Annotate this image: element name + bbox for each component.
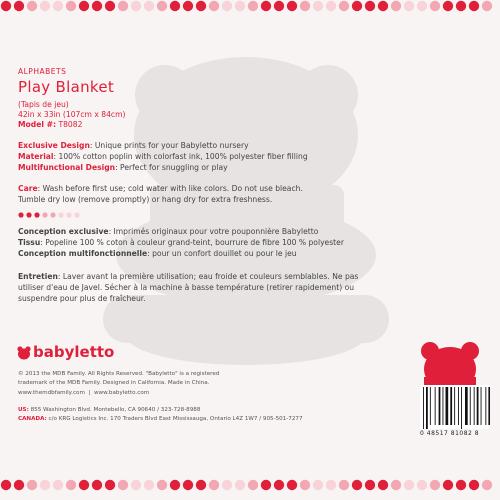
border-dot bbox=[287, 480, 297, 490]
feature-fr-text: : pour un confort douillet ou pour le jeu bbox=[147, 249, 297, 258]
barcode-bar bbox=[488, 387, 490, 425]
barcode-bar bbox=[461, 387, 462, 429]
model-value: T8082 bbox=[58, 120, 83, 129]
barcode-group-1: 48517 bbox=[426, 430, 449, 437]
us-text: 855 Washington Blvd. Montebello, CA 90640 / 323-728-8988 bbox=[30, 407, 201, 413]
barcode-bar bbox=[485, 387, 486, 425]
divider-dot bbox=[66, 212, 71, 217]
divider-dot bbox=[34, 212, 39, 217]
divider-dots bbox=[18, 211, 98, 219]
border-dot bbox=[118, 480, 128, 490]
border-dot bbox=[248, 480, 258, 490]
border-dot bbox=[417, 480, 427, 490]
divider-dot bbox=[74, 212, 79, 217]
border-dot bbox=[79, 480, 89, 490]
care-line-2: Tumble dry low (remove promptly) or hang dry for extra freshness. bbox=[18, 195, 273, 204]
barcode-bar bbox=[465, 387, 468, 425]
barcode-bar bbox=[423, 387, 424, 429]
us-label: US: bbox=[18, 407, 29, 413]
barcode-bar bbox=[435, 387, 436, 425]
barcode-digits bbox=[420, 430, 479, 437]
feature-fr-label: Conception multifonctionnelle bbox=[18, 249, 148, 258]
canada-label: CANADA: bbox=[18, 416, 47, 422]
border-dot bbox=[1, 480, 11, 490]
border-dot bbox=[404, 480, 414, 490]
logo-text: babyletto bbox=[33, 343, 115, 361]
border-dot bbox=[300, 480, 310, 490]
category-label: ALPHABETS bbox=[18, 67, 67, 76]
barcode-bar bbox=[439, 387, 441, 425]
border-dot bbox=[144, 480, 154, 490]
border-dot bbox=[326, 480, 336, 490]
feature-line bbox=[18, 140, 249, 151]
border-dot bbox=[365, 480, 375, 490]
border-dot bbox=[105, 480, 115, 490]
entretien-line-2: utiliser d'eau de Javel. Sécher à la machine à basse température (retirer rapidement) ou bbox=[18, 283, 355, 292]
feature-text: : Unique prints for your Babyletto nursery bbox=[89, 141, 249, 150]
bottom-dot-border bbox=[0, 469, 500, 491]
entretien-text: : Laver avant la première utilisation; eau froide et couleurs semblables. Ne pas bbox=[57, 272, 359, 281]
feature-fr-line bbox=[18, 237, 344, 248]
care-text: : Wash before first use; cold water with like colors. Do not use bleach. bbox=[37, 184, 303, 193]
barcode-bar bbox=[481, 387, 482, 425]
border-dot bbox=[352, 480, 362, 490]
barcode-bar bbox=[458, 387, 459, 425]
website-babyletto-link[interactable]: www.babyletto.com bbox=[93, 390, 150, 396]
border-dot bbox=[53, 480, 63, 490]
barcode-first-digit: 0 bbox=[420, 430, 425, 437]
barcode-bar bbox=[470, 387, 471, 425]
websites bbox=[18, 389, 149, 398]
feature-fr-text: : Imprimés originaux pour votre pouponnière Babyletto bbox=[108, 227, 319, 236]
border-dot bbox=[157, 480, 167, 490]
border-dot bbox=[261, 480, 271, 490]
barcode-bar bbox=[430, 387, 431, 425]
border-dot bbox=[443, 480, 453, 490]
border-dot bbox=[183, 480, 193, 490]
feature-label: Multifunctional Design bbox=[18, 163, 116, 172]
care-label: Care bbox=[18, 184, 38, 193]
barcode-bar bbox=[443, 387, 444, 425]
divider-dot bbox=[42, 212, 47, 217]
barcode-bar bbox=[454, 387, 455, 425]
feature-text: : 100% cotton poplin with colorfast ink, 100% polyester fiber filling bbox=[53, 152, 308, 161]
entretien-line-3: suspendre pour plus de fraîcheur. bbox=[18, 294, 146, 303]
divider-dot bbox=[26, 212, 31, 217]
divider-dot bbox=[58, 212, 63, 217]
entretien-label: Entretien bbox=[18, 272, 58, 281]
legal-line-1: © 2013 the MDB Family. All Rights Reserved. "Babyletto" is a registered bbox=[18, 371, 220, 377]
barcode-bar bbox=[474, 387, 475, 425]
feature-fr-line bbox=[18, 226, 318, 237]
border-dot bbox=[391, 480, 401, 490]
barcode-bar bbox=[477, 387, 479, 425]
product-title: Play Blanket bbox=[18, 78, 115, 96]
product-subtitle: (Tapis de jeu) bbox=[18, 100, 69, 109]
barcode-group-2: 81082 bbox=[450, 430, 473, 437]
website-mdb-link[interactable]: www.themdbfamily.com bbox=[18, 390, 85, 396]
care-line-1 bbox=[18, 183, 303, 194]
border-dot bbox=[196, 480, 206, 490]
divider-dot bbox=[18, 212, 23, 217]
border-dot bbox=[170, 480, 180, 490]
border-dot bbox=[469, 480, 479, 490]
feature-line bbox=[18, 151, 308, 162]
bear-logo-icon bbox=[17, 346, 31, 360]
feature-fr-label: Tissu bbox=[18, 238, 41, 247]
feature-text: : Perfect for snuggling or play bbox=[115, 163, 228, 172]
border-dot bbox=[313, 480, 323, 490]
border-dot bbox=[209, 480, 219, 490]
feature-fr-line bbox=[18, 248, 297, 259]
model-label: Model #: bbox=[18, 120, 57, 129]
us-address bbox=[18, 406, 200, 415]
divider-dot bbox=[50, 212, 55, 217]
feature-line bbox=[18, 162, 228, 173]
canada-text: c/o KRG Logistics Inc. 170 Traders Blvd East Mississauga, Ontario L4Z 1W7 / 905-501-7277 bbox=[48, 416, 303, 422]
feature-fr-text: : Popeline 100 % coton à couleur grand-teint, bourrure de fibre 100 % polyester bbox=[40, 238, 344, 247]
border-dot bbox=[378, 480, 388, 490]
separator: | bbox=[88, 390, 91, 396]
barcode bbox=[420, 385, 490, 429]
border-dot bbox=[274, 480, 284, 490]
canada-address bbox=[18, 415, 303, 424]
barcode-last-digit: 8 bbox=[474, 430, 480, 437]
barcode-bar bbox=[450, 387, 452, 425]
border-dot bbox=[456, 480, 466, 490]
border-dot bbox=[27, 480, 37, 490]
model-number bbox=[18, 119, 82, 130]
barcode-bar bbox=[446, 387, 449, 425]
feature-fr-label: Conception exclusive bbox=[18, 227, 109, 236]
border-dot bbox=[40, 480, 50, 490]
border-dot bbox=[131, 480, 141, 490]
feature-label: Exclusive Design bbox=[18, 141, 90, 150]
product-size: 42in x 33in (107cm x 84cm) bbox=[18, 110, 126, 119]
border-dot bbox=[66, 480, 76, 490]
feature-label: Material bbox=[18, 152, 54, 161]
border-dot bbox=[430, 480, 440, 490]
border-dot bbox=[222, 480, 232, 490]
entretien-line-1 bbox=[18, 271, 358, 282]
barcode-bar bbox=[426, 387, 428, 429]
legal-line-2: trademark of the MDB Family. Designed in California. Made in China. bbox=[18, 380, 210, 386]
border-dot bbox=[482, 480, 492, 490]
border-dot bbox=[235, 480, 245, 490]
border-dot bbox=[14, 480, 24, 490]
border-dot bbox=[92, 480, 102, 490]
border-dot bbox=[339, 480, 349, 490]
